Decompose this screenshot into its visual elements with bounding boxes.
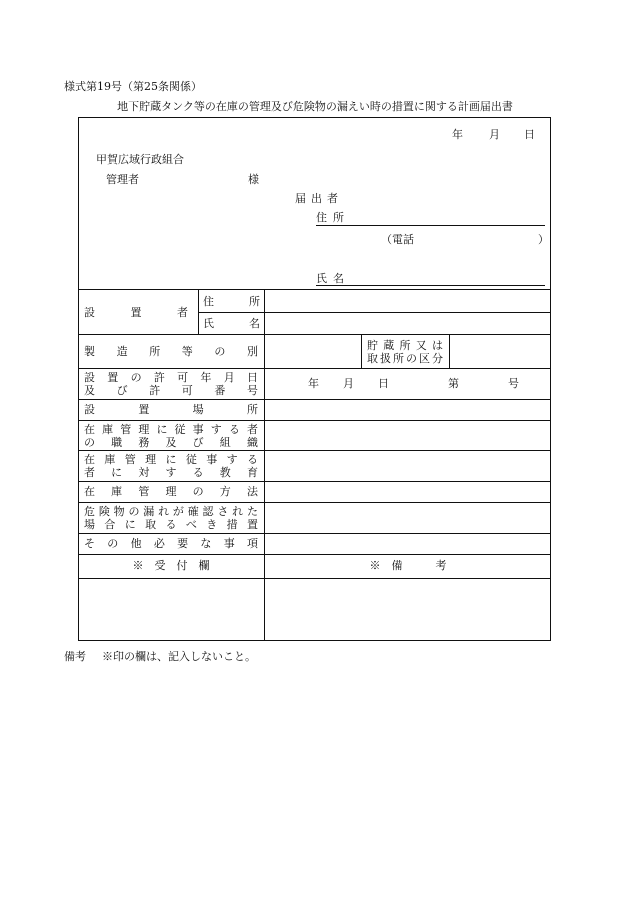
label-char: 場 [84,518,95,531]
label-char: 管 [120,422,132,436]
label-char: べ [185,518,197,531]
label-char: 蔵 [383,338,395,352]
label-char: 教 [219,466,231,479]
label-char: 必 [153,537,165,550]
leak-measures-line-2 [84,518,258,531]
leak-measures-line-1 [84,505,258,518]
label-char: 又 [415,338,427,352]
label-char: 在 [84,422,95,436]
permit-value [265,377,551,391]
permit-year: 年 [308,377,319,390]
label-char: に [111,466,123,479]
label-char: の [406,351,417,365]
phone-label: （電話 [381,233,414,246]
label-char: る [228,422,240,436]
label-char: は [432,338,443,352]
column-divider [449,334,450,368]
label-char: 設 [84,305,95,319]
column-divider [198,289,199,334]
label-char: び [192,435,204,449]
label-char: 可 [177,371,189,384]
storage-type-label [367,336,443,367]
label-char: る [165,518,177,531]
label-char: 場 [192,403,204,416]
date-day: 日 [524,128,535,141]
label-char: 他 [130,537,142,550]
label-char: 取 [145,518,157,531]
date-year: 年 [452,128,463,141]
label-char: 理 [145,453,157,466]
label-char: 対 [138,466,150,479]
duties-line-2 [84,436,258,449]
label-char: に [165,453,177,466]
label-char: 造 [116,344,128,358]
label-char: 方 [219,485,231,498]
storage-type-line-2 [367,352,443,365]
addressee: 甲賀広域行政組合 [96,153,184,166]
label-char: 確 [187,505,199,518]
label-char: 取 [367,351,378,365]
label-char: な [200,537,212,550]
duties-label [84,421,258,450]
label-char: 項 [246,537,258,550]
notifier-label: 届出者 [295,192,343,205]
phone-close: ） [538,233,549,246]
label-char: 措 [226,518,238,531]
label-char: 所 [399,338,411,352]
label-char: 番 [214,384,226,397]
label-char: す [165,466,177,479]
label-char: れ [158,505,170,518]
label-char: 認 [202,505,214,518]
label-char: 氏 [203,316,214,330]
label-char: 置 [107,371,119,384]
label-char: 理 [165,485,177,498]
label-char: 庫 [111,485,123,498]
label-char: 従 [174,422,186,436]
label-char: の [128,505,140,518]
other-label [84,534,258,554]
label-char: 置 [138,403,150,416]
name-underline [316,285,545,286]
label-char: 製 [84,344,95,358]
label-char: 職 [111,435,123,449]
permit-no-prefix: 第 [448,377,459,390]
label-char: 所 [249,294,260,308]
column-divider [264,289,265,641]
label-char: 事 [223,537,235,550]
permit-label [84,369,258,399]
label-char: 務 [138,435,150,449]
label-char: 理 [138,422,150,436]
label-char: 漏 [143,505,155,518]
label-char: 許 [149,384,161,397]
label-char: 危 [84,505,95,518]
installer-text [84,306,188,319]
name-label: 氏名 [316,272,350,285]
label-char: 事 [192,422,204,436]
label-char: の [84,435,95,449]
method-label [84,482,258,502]
label-char: そ [84,537,95,550]
label-char: 日 [246,371,258,384]
label-char: 法 [246,485,258,498]
label-char: び [116,384,128,397]
column-divider [361,334,362,368]
education-label [84,451,258,481]
location-label [84,400,258,420]
label-char: 名 [249,316,260,330]
address-label: 住所 [316,211,350,224]
label-char: 区 [419,351,430,365]
footnote-label: 備考 [64,650,86,663]
label-char: 許 [153,371,165,384]
label-char: 及 [84,384,95,397]
label-char: す [210,422,222,436]
label-char: 庫 [104,453,116,466]
row-divider [198,312,551,313]
date-month: 月 [489,128,500,141]
label-char: に [124,518,136,531]
label-char: 者 [246,422,258,436]
label-char: れ [232,505,244,518]
label-char: 在 [84,485,95,498]
label-char: 年 [200,371,212,384]
row-divider [78,554,551,555]
storage-type-line-1 [367,339,443,352]
label-char: の [107,537,119,550]
label-char: 別 [246,344,258,358]
label-char: 設 [84,403,95,416]
label-char: た [246,505,258,518]
label-char: 等 [181,344,193,358]
installer-label [84,290,188,334]
label-char: 可 [181,384,193,397]
label-char: の [214,344,226,358]
form-title: 地下貯蔵タンク等の在庫の管理及び危険物の漏えい時の措置に関する計画届出書 [117,100,513,113]
permit-month: 月 [343,377,354,390]
label-char: 物 [113,505,125,518]
duties-line-1 [84,423,258,436]
label-char: 所 [149,344,161,358]
label-char: 置 [130,305,142,319]
facility-type-label [84,335,258,368]
education-line-1 [84,453,258,466]
date-line [452,128,536,142]
label-char: 設 [84,371,95,384]
label-char: 事 [206,453,218,466]
reception-label: ※ 受 付 欄 [132,559,210,572]
permit-line-2 [84,384,258,397]
label-char: 者 [84,466,95,479]
label-char: さ [217,505,229,518]
label-char: 月 [223,371,235,384]
label-char: る [192,466,204,479]
label-char: 管 [138,485,150,498]
label-char: 従 [185,453,197,466]
label-char: 及 [165,435,177,449]
label-char: 分 [432,351,443,365]
permit-no-suffix: 号 [508,377,519,390]
label-char: の [130,371,142,384]
label-char: 所 [393,351,404,365]
label-char: 要 [177,537,189,550]
label-char: す [226,453,238,466]
label-char: 組 [219,435,231,449]
label-char: 険 [98,505,110,518]
label-char: 所 [246,403,258,416]
education-line-2 [84,466,258,479]
label-char: 扱 [380,351,391,365]
label-char: に [156,422,168,436]
label-char: 号 [246,384,258,397]
honorific: 様 [248,173,259,186]
row-divider [78,578,551,579]
label-char: き [206,518,218,531]
address-underline [316,225,545,226]
label-char: 者 [177,305,188,319]
form-number: 様式第19号（第25条関係） [64,80,202,93]
label-char: 管 [124,453,136,466]
label-char: 在 [84,453,95,466]
label-char: 置 [247,518,258,531]
remarks-label: ※ 備 考 [369,559,447,572]
installer-name-label [203,314,260,333]
label-char: 育 [246,466,258,479]
label-char: 織 [246,435,258,449]
leak-measures-label [84,503,258,533]
label-char: の [192,485,204,498]
installer-address-label [203,292,260,311]
label-char: 住 [203,294,214,308]
label-char: が [172,505,184,518]
label-char: 庫 [102,422,114,436]
label-char: る [247,453,258,466]
manager-label: 管理者 [106,173,139,186]
footnote-text: ※印の欄は、記入しないこと。 [102,650,256,663]
label-char: 合 [104,518,116,531]
permit-line-1 [84,371,258,384]
permit-day: 日 [378,377,389,390]
label-char: 貯 [367,338,378,352]
